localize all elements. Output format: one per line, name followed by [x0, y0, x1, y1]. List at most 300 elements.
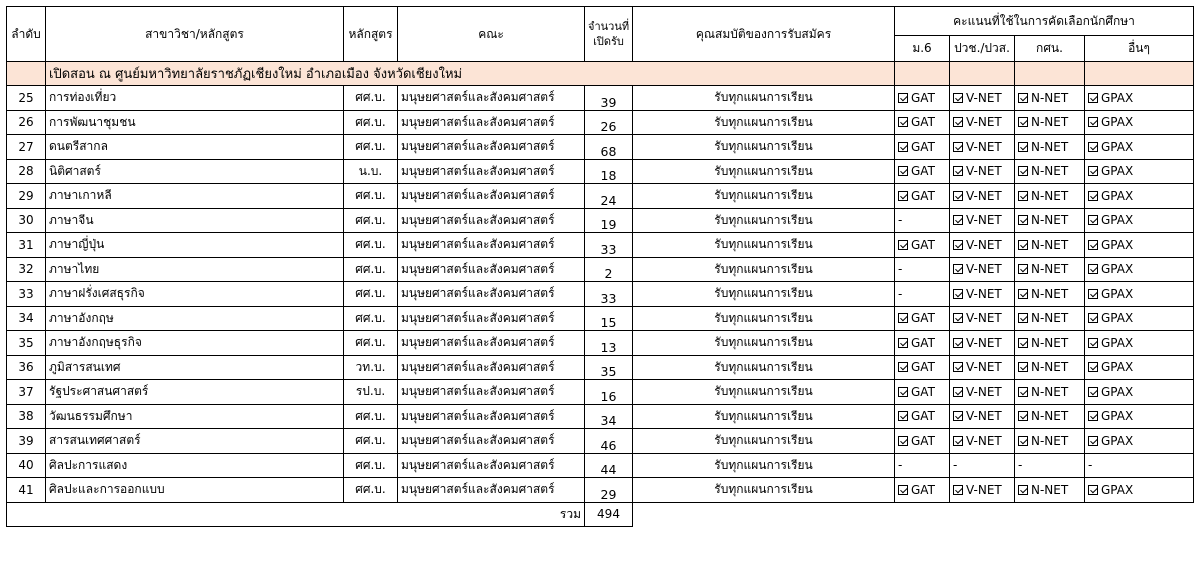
degree-abbr: ศศ.บ. [344, 86, 398, 111]
program-name: ภาษาจีน [46, 208, 344, 233]
score-cell [895, 257, 950, 282]
header-faculty: คณะ [398, 7, 585, 62]
degree-abbr: ศศ.บ. [344, 453, 398, 478]
table-row [7, 380, 1194, 405]
score-label: V-NET [966, 262, 1002, 277]
score-cell [1085, 110, 1194, 135]
total-empty [633, 502, 1194, 526]
row-number: 31 [7, 233, 46, 258]
header-score-m6: ม.6 [895, 36, 950, 62]
checkbox-checked-icon [1088, 93, 1098, 103]
row-number: 41 [7, 478, 46, 503]
seat-count: 34 [585, 404, 633, 429]
score-cell [1015, 233, 1085, 258]
faculty-name: มนุษยศาสตร์และสังคมศาสตร์ [398, 380, 585, 405]
program-name: การท่องเที่ยว [46, 86, 344, 111]
score-cell [1015, 282, 1085, 307]
checkbox-checked-icon [898, 313, 908, 323]
seat-count: 16 [585, 380, 633, 405]
faculty-name: มนุษยศาสตร์และสังคมศาสตร์ [398, 355, 585, 380]
row-number: 25 [7, 86, 46, 111]
score-label: GAT [911, 335, 935, 350]
score-cell [950, 453, 1015, 478]
seat-count: 2 [585, 257, 633, 282]
score-label: - [898, 458, 903, 473]
qualification: รับทุกแผนการเรียน [633, 453, 895, 478]
score-cell [1015, 110, 1085, 135]
faculty-name: มนุษยศาสตร์และสังคมศาสตร์ [398, 184, 585, 209]
checkbox-checked-icon [1018, 142, 1028, 152]
score-label: V-NET [966, 90, 1002, 105]
faculty-name: มนุษยศาสตร์และสังคมศาสตร์ [398, 478, 585, 503]
faculty-name: มนุษยศาสตร์และสังคมศาสตร์ [398, 208, 585, 233]
checkbox-checked-icon [898, 142, 908, 152]
degree-abbr: ศศ.บ. [344, 478, 398, 503]
checkbox-checked-icon [953, 485, 963, 495]
checkbox-checked-icon [898, 338, 908, 348]
score-cell [1015, 331, 1085, 356]
seat-count: 18 [585, 159, 633, 184]
checkbox-checked-icon [1018, 436, 1028, 446]
score-cell [895, 331, 950, 356]
program-name: รัฐประศาสนศาสตร์ [46, 380, 344, 405]
seat-count: 24 [585, 184, 633, 209]
table-row [7, 110, 1194, 135]
faculty-name: มนุษยศาสตร์และสังคมศาสตร์ [398, 429, 585, 454]
section-empty-cell [1085, 62, 1194, 86]
checkbox-checked-icon [1088, 215, 1098, 225]
qualification: รับทุกแผนการเรียน [633, 331, 895, 356]
degree-abbr: ศศ.บ. [344, 184, 398, 209]
checkbox-checked-icon [953, 289, 963, 299]
seat-count: 33 [585, 233, 633, 258]
degree-abbr: ศศ.บ. [344, 233, 398, 258]
checkbox-checked-icon [1088, 485, 1098, 495]
section-empty-cell [1015, 62, 1085, 86]
score-label: GPAX [1101, 139, 1134, 154]
faculty-name: มนุษยศาสตร์และสังคมศาสตร์ [398, 135, 585, 160]
score-label: GPAX [1101, 335, 1134, 350]
score-cell [1015, 208, 1085, 233]
score-cell [1085, 282, 1194, 307]
checkbox-checked-icon [953, 362, 963, 372]
total-value: 494 [585, 502, 633, 526]
score-cell [1085, 159, 1194, 184]
score-cell [1085, 429, 1194, 454]
program-name: ภูมิสารสนเทศ [46, 355, 344, 380]
score-label: GAT [911, 237, 935, 252]
header-qualification: คุณสมบัติของการรับสมัคร [633, 7, 895, 62]
score-cell [1015, 257, 1085, 282]
score-cell [950, 331, 1015, 356]
score-label: GAT [911, 164, 935, 179]
checkbox-checked-icon [898, 191, 908, 201]
table-row [7, 453, 1194, 478]
score-cell [895, 380, 950, 405]
score-label: GAT [911, 384, 935, 399]
checkbox-checked-icon [1088, 362, 1098, 372]
qualification: รับทุกแผนการเรียน [633, 86, 895, 111]
checkbox-checked-icon [1018, 93, 1028, 103]
qualification: รับทุกแผนการเรียน [633, 184, 895, 209]
program-name: ดนตรีสากล [46, 135, 344, 160]
qualification: รับทุกแผนการเรียน [633, 135, 895, 160]
score-label: V-NET [966, 384, 1002, 399]
checkbox-checked-icon [953, 191, 963, 201]
score-cell [950, 355, 1015, 380]
score-label: V-NET [966, 482, 1002, 497]
score-cell [1015, 86, 1085, 111]
score-label: N-NET [1031, 237, 1069, 252]
checkbox-checked-icon [898, 93, 908, 103]
row-number: 30 [7, 208, 46, 233]
checkbox-checked-icon [953, 166, 963, 176]
score-label: GPAX [1101, 360, 1134, 375]
score-cell [895, 355, 950, 380]
score-cell [1015, 404, 1085, 429]
faculty-name: มนุษยศาสตร์และสังคมศาสตร์ [398, 306, 585, 331]
score-label: N-NET [1031, 311, 1069, 326]
checkbox-checked-icon [898, 411, 908, 421]
checkbox-checked-icon [898, 485, 908, 495]
table-row [7, 233, 1194, 258]
qualification: รับทุกแผนการเรียน [633, 306, 895, 331]
row-number: 40 [7, 453, 46, 478]
score-label: V-NET [966, 164, 1002, 179]
seat-count: 29 [585, 478, 633, 503]
score-label: V-NET [966, 311, 1002, 326]
header-degree: หลักสูตร [344, 7, 398, 62]
score-label: - [953, 458, 958, 473]
header-program: สาขาวิชา/หลักสูตร [46, 7, 344, 62]
score-cell [895, 110, 950, 135]
header-score-other: อื่นๆ [1085, 36, 1194, 62]
row-number: 29 [7, 184, 46, 209]
seat-count: 13 [585, 331, 633, 356]
score-label: - [898, 213, 903, 228]
score-label: V-NET [966, 237, 1002, 252]
checkbox-checked-icon [898, 387, 908, 397]
score-cell [895, 404, 950, 429]
score-label: GPAX [1101, 262, 1134, 277]
score-label: N-NET [1031, 139, 1069, 154]
table-row [7, 208, 1194, 233]
program-name: นิติศาสตร์ [46, 159, 344, 184]
program-name: ภาษาอังกฤษธุรกิจ [46, 331, 344, 356]
header-order: ลำดับ [7, 7, 46, 62]
section-title: เปิดสอน ณ ศูนย์มหาวิทยาลัยราชภัฏเชียงใหม่ อำเภอเมือง จังหวัดเชียงใหม่ [46, 62, 895, 86]
checkbox-checked-icon [1018, 362, 1028, 372]
qualification: รับทุกแผนการเรียน [633, 208, 895, 233]
score-label: GAT [911, 115, 935, 130]
degree-abbr: ศศ.บ. [344, 110, 398, 135]
seat-count: 35 [585, 355, 633, 380]
score-cell [950, 257, 1015, 282]
checkbox-checked-icon [953, 387, 963, 397]
checkbox-checked-icon [1018, 338, 1028, 348]
row-number: 37 [7, 380, 46, 405]
score-label: GPAX [1101, 188, 1134, 203]
score-label: GPAX [1101, 237, 1134, 252]
checkbox-checked-icon [1088, 191, 1098, 201]
score-cell [1015, 184, 1085, 209]
seat-count: 68 [585, 135, 633, 160]
score-cell [950, 208, 1015, 233]
checkbox-checked-icon [1088, 387, 1098, 397]
score-label: GPAX [1101, 164, 1134, 179]
section-empty-cell [950, 62, 1015, 86]
table-row [7, 135, 1194, 160]
checkbox-checked-icon [953, 338, 963, 348]
seat-count: 19 [585, 208, 633, 233]
score-label: N-NET [1031, 433, 1069, 448]
table-row [7, 184, 1194, 209]
score-cell [950, 110, 1015, 135]
score-cell [1085, 380, 1194, 405]
score-cell [950, 380, 1015, 405]
program-name: ภาษาฝรั่งเศสธุรกิจ [46, 282, 344, 307]
degree-abbr: น.บ. [344, 159, 398, 184]
score-cell [1085, 478, 1194, 503]
score-label: N-NET [1031, 90, 1069, 105]
table-row [7, 429, 1194, 454]
score-cell [950, 233, 1015, 258]
checkbox-checked-icon [1088, 338, 1098, 348]
program-name: วัฒนธรรมศึกษา [46, 404, 344, 429]
table-row [7, 355, 1194, 380]
checkbox-checked-icon [1018, 117, 1028, 127]
checkbox-checked-icon [1088, 436, 1098, 446]
score-cell [895, 208, 950, 233]
score-cell [1015, 135, 1085, 160]
score-cell [1085, 233, 1194, 258]
score-cell [895, 478, 950, 503]
score-label: - [1018, 458, 1023, 473]
faculty-name: มนุษยศาสตร์และสังคมศาสตร์ [398, 282, 585, 307]
score-cell [895, 86, 950, 111]
checkbox-checked-icon [898, 240, 908, 250]
row-number: 38 [7, 404, 46, 429]
score-cell [950, 306, 1015, 331]
header-seats-line2: เปิดรับ [593, 35, 624, 48]
qualification: รับทุกแผนการเรียน [633, 355, 895, 380]
degree-abbr: ศศ.บ. [344, 135, 398, 160]
faculty-name: มนุษยศาสตร์และสังคมศาสตร์ [398, 86, 585, 111]
section-empty-cell [7, 62, 46, 86]
qualification: รับทุกแผนการเรียน [633, 429, 895, 454]
row-number: 36 [7, 355, 46, 380]
score-cell [1085, 306, 1194, 331]
score-label: GPAX [1101, 409, 1134, 424]
score-label: GAT [911, 482, 935, 497]
total-row [7, 502, 1194, 526]
checkbox-checked-icon [1088, 264, 1098, 274]
program-name: ภาษาอังกฤษ [46, 306, 344, 331]
row-number: 35 [7, 331, 46, 356]
checkbox-checked-icon [1088, 142, 1098, 152]
program-name: ภาษาญี่ปุ่น [46, 233, 344, 258]
seat-count: 26 [585, 110, 633, 135]
qualification: รับทุกแผนการเรียน [633, 478, 895, 503]
score-label: GAT [911, 90, 935, 105]
checkbox-checked-icon [953, 264, 963, 274]
score-cell [895, 184, 950, 209]
score-cell [950, 478, 1015, 503]
checkbox-checked-icon [1018, 313, 1028, 323]
checkbox-checked-icon [1018, 264, 1028, 274]
qualification: รับทุกแผนการเรียน [633, 282, 895, 307]
row-number: 26 [7, 110, 46, 135]
score-label: N-NET [1031, 188, 1069, 203]
checkbox-checked-icon [1018, 240, 1028, 250]
score-label: - [1088, 458, 1093, 473]
admission-table [6, 6, 1194, 527]
score-label: N-NET [1031, 213, 1069, 228]
checkbox-checked-icon [1088, 289, 1098, 299]
seat-count: 44 [585, 453, 633, 478]
checkbox-checked-icon [953, 436, 963, 446]
row-number: 32 [7, 257, 46, 282]
score-label: V-NET [966, 433, 1002, 448]
checkbox-checked-icon [1018, 191, 1028, 201]
score-label: GPAX [1101, 482, 1134, 497]
score-label: N-NET [1031, 115, 1069, 130]
score-label: N-NET [1031, 335, 1069, 350]
score-label: N-NET [1031, 409, 1069, 424]
program-name: ภาษาเกาหลี [46, 184, 344, 209]
faculty-name: มนุษยศาสตร์และสังคมศาสตร์ [398, 331, 585, 356]
score-label: GPAX [1101, 384, 1134, 399]
score-label: GPAX [1101, 311, 1134, 326]
header-score-voc: ปวช./ปวส. [950, 36, 1015, 62]
score-label: V-NET [966, 213, 1002, 228]
checkbox-checked-icon [1088, 117, 1098, 127]
program-name: การพัฒนาชุมชน [46, 110, 344, 135]
table-body [7, 62, 1194, 503]
score-cell [895, 282, 950, 307]
score-cell [950, 429, 1015, 454]
checkbox-checked-icon [898, 166, 908, 176]
score-label: V-NET [966, 139, 1002, 154]
score-label: GPAX [1101, 213, 1134, 228]
table-header [7, 7, 1194, 62]
checkbox-checked-icon [1018, 387, 1028, 397]
score-label: V-NET [966, 188, 1002, 203]
seat-count: 46 [585, 429, 633, 454]
program-name: ภาษาไทย [46, 257, 344, 282]
faculty-name: มนุษยศาสตร์และสังคมศาสตร์ [398, 453, 585, 478]
score-cell [895, 453, 950, 478]
score-cell [1085, 257, 1194, 282]
score-cell [1015, 429, 1085, 454]
score-label: GAT [911, 433, 935, 448]
score-cell [950, 184, 1015, 209]
table-row [7, 306, 1194, 331]
checkbox-checked-icon [953, 93, 963, 103]
qualification: รับทุกแผนการเรียน [633, 233, 895, 258]
table-row [7, 282, 1194, 307]
checkbox-checked-icon [1088, 411, 1098, 421]
section-row [7, 62, 1194, 86]
checkbox-checked-icon [1018, 411, 1028, 421]
score-label: GAT [911, 188, 935, 203]
row-number: 34 [7, 306, 46, 331]
table-row [7, 404, 1194, 429]
score-label: - [898, 286, 903, 301]
score-cell [1015, 453, 1085, 478]
checkbox-checked-icon [1088, 240, 1098, 250]
score-cell [895, 429, 950, 454]
score-label: GAT [911, 139, 935, 154]
seat-count: 33 [585, 282, 633, 307]
table-row [7, 478, 1194, 503]
score-cell [1085, 135, 1194, 160]
score-cell [895, 135, 950, 160]
score-cell [1085, 184, 1194, 209]
faculty-name: มนุษยศาสตร์และสังคมศาสตร์ [398, 233, 585, 258]
checkbox-checked-icon [953, 411, 963, 421]
program-name: ศิลปะการแสดง [46, 453, 344, 478]
score-label: N-NET [1031, 164, 1069, 179]
qualification: รับทุกแผนการเรียน [633, 257, 895, 282]
score-label: GPAX [1101, 90, 1134, 105]
qualification: รับทุกแผนการเรียน [633, 380, 895, 405]
checkbox-checked-icon [953, 240, 963, 250]
score-cell [1015, 478, 1085, 503]
table-row [7, 331, 1194, 356]
score-cell [1085, 404, 1194, 429]
score-cell [1085, 208, 1194, 233]
score-label: V-NET [966, 335, 1002, 350]
faculty-name: มนุษยศาสตร์และสังคมศาสตร์ [398, 404, 585, 429]
score-label: GPAX [1101, 433, 1134, 448]
score-cell [1015, 380, 1085, 405]
degree-abbr: ศศ.บ. [344, 282, 398, 307]
score-cell [1015, 306, 1085, 331]
score-cell [950, 282, 1015, 307]
degree-abbr: ศศ.บ. [344, 208, 398, 233]
score-label: V-NET [966, 115, 1002, 130]
score-cell [895, 159, 950, 184]
table-row [7, 159, 1194, 184]
score-label: N-NET [1031, 384, 1069, 399]
score-label: GAT [911, 311, 935, 326]
score-label: N-NET [1031, 482, 1069, 497]
checkbox-checked-icon [953, 215, 963, 225]
total-label: รวม [7, 502, 585, 526]
qualification: รับทุกแผนการเรียน [633, 404, 895, 429]
program-name: ศิลปะและการออกแบบ [46, 478, 344, 503]
score-cell [1085, 331, 1194, 356]
degree-abbr: ศศ.บ. [344, 331, 398, 356]
degree-abbr: ศศ.บ. [344, 306, 398, 331]
score-cell [950, 404, 1015, 429]
checkbox-checked-icon [898, 436, 908, 446]
qualification: รับทุกแผนการเรียน [633, 159, 895, 184]
score-label: GPAX [1101, 115, 1134, 130]
seat-count: 15 [585, 306, 633, 331]
checkbox-checked-icon [1018, 215, 1028, 225]
checkbox-checked-icon [898, 362, 908, 372]
score-label: N-NET [1031, 262, 1069, 277]
program-name: สารสนเทศศาสตร์ [46, 429, 344, 454]
table-row [7, 257, 1194, 282]
header-seats-line1: จำนวนที่ [588, 20, 630, 33]
degree-abbr: ศศ.บ. [344, 257, 398, 282]
score-cell [1085, 453, 1194, 478]
seat-count: 39 [585, 86, 633, 111]
row-number: 27 [7, 135, 46, 160]
